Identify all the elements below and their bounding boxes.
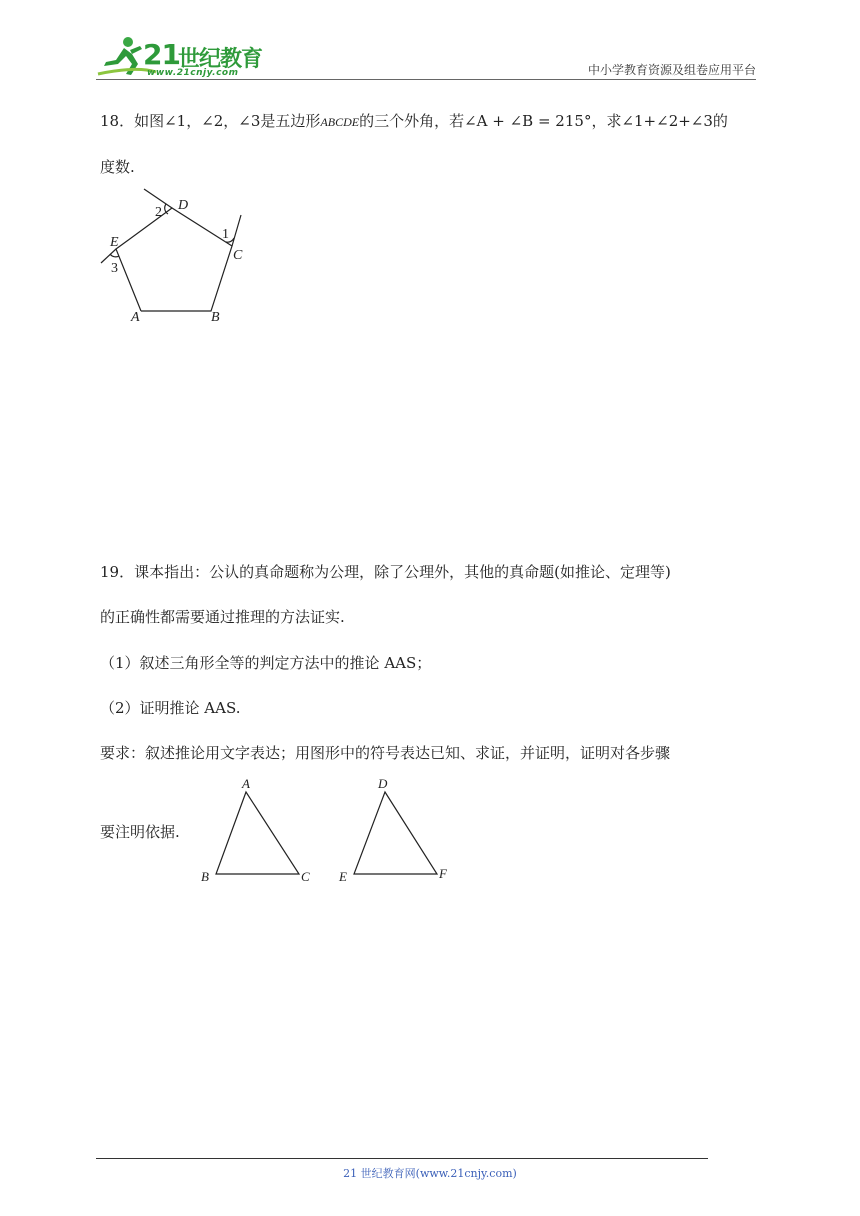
extension-line-c (232, 215, 241, 246)
label-tri-a: A (242, 776, 250, 791)
brand-url: www.21cnjy.com (147, 68, 239, 78)
q19-line2: 的正确性都需要通过推理的方法证实. (100, 608, 345, 626)
label-d: D (178, 198, 189, 213)
q19-line1: 19．课本指出：公认的真命题称为公理，除了公理外，其他的真命题(如推论、定理等) (100, 563, 671, 581)
label-tri-f: F (439, 866, 447, 881)
header-divider (96, 79, 756, 80)
label-angle-3: 3 (111, 261, 118, 276)
label-b: B (211, 310, 220, 325)
pentagon-figure (95, 185, 255, 325)
label-angle-1: 1 (222, 227, 229, 242)
triangles-figure (195, 773, 465, 888)
q18-polygon-name: ABCDE (320, 115, 360, 129)
brand-name: 世纪教育 (178, 47, 263, 72)
q19-item2: （2）证明推论 AAS. (100, 699, 241, 717)
label-tri-e: E (339, 869, 347, 884)
q19-requirement-line2: 要注明依据. (100, 823, 180, 841)
header-platform-text: 中小学教育资源及组卷应用平台 (587, 63, 756, 77)
label-e: E (110, 235, 119, 250)
label-c: C (233, 248, 243, 263)
q19-item1: （1）叙述三角形全等的判定方法中的推论 AAS； (100, 654, 432, 672)
q18-line1 (100, 110, 728, 133)
q18-line2: 度数. (100, 158, 135, 176)
q18-text-part2: 的三个外角，若∠A + ∠B = 215°，求∠1+∠2+∠3的 (359, 112, 728, 130)
pentagon-outline (116, 208, 232, 311)
label-tri-d: D (378, 776, 388, 791)
footer-divider (96, 1158, 708, 1159)
brand-number: 21 (143, 38, 180, 71)
label-angle-2: 2 (155, 205, 162, 220)
label-tri-c: C (301, 869, 310, 884)
label-a: A (131, 310, 140, 325)
q19-requirement-line1: 要求：叙述推论用文字表达；用图形中的符号表达已知、求证，并证明，证明对各步骤 (100, 744, 671, 762)
label-tri-b: B (201, 869, 209, 884)
footer-link[interactable]: 21 世纪教育网(www.21cnjy.com) (343, 1167, 517, 1180)
triangle-abc (216, 792, 299, 874)
triangle-def (354, 792, 437, 874)
q18-text-part1: 18．如图∠1，∠2，∠3是五边形 (100, 112, 321, 130)
